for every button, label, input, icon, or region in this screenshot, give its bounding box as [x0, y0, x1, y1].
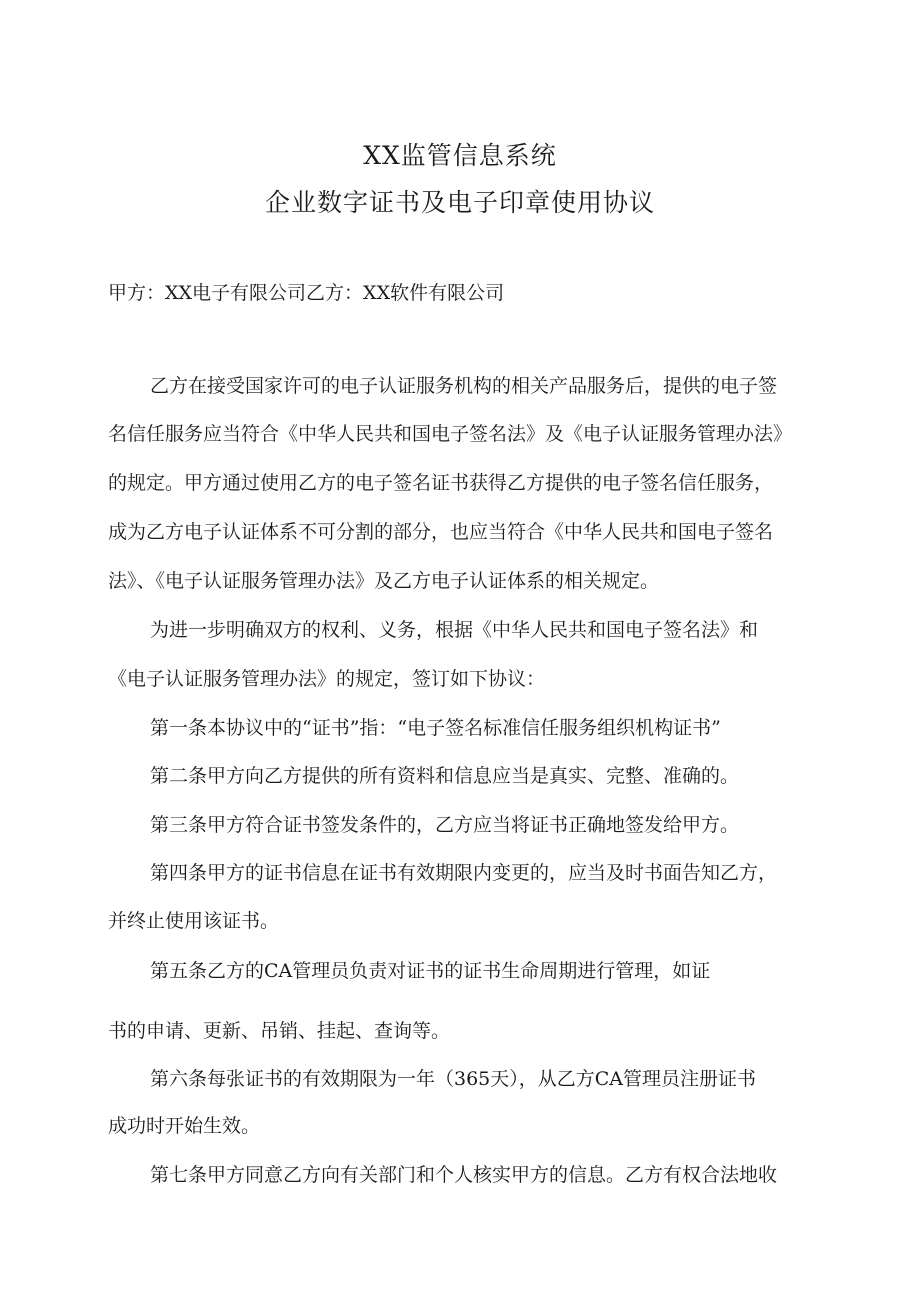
article-line: 第三条甲方符合证书签发条件的，乙方应当将证书正确地签发给甲方。	[150, 814, 740, 836]
body-line: 成为乙方电子认证体系不可分割的部分，也应当符合《中华人民共和国电子签名	[108, 521, 774, 543]
article-line: 书的申请、更新、吊销、挂起、查询等。	[108, 1020, 451, 1042]
body-line: 乙方在接受国家许可的电子认证服务机构的相关产品服务后，提供的电子签	[150, 375, 778, 397]
document-title-system: XX监管信息系统	[363, 141, 557, 170]
article-line: 第五条乙方的CA管理员负责对证书的证书生命周期进行管理，如证	[150, 960, 711, 982]
article-line: 第二条甲方向乙方提供的所有资料和信息应当是真实、完整、准确的。	[150, 765, 740, 787]
body-line: 为进一步明确双方的权利、义务，根据《中华人民共和国电子签名法》和	[150, 619, 759, 641]
parties-line: 甲方：XX电子有限公司乙方：XX软件有限公司	[108, 282, 505, 304]
body-line: 法》、《电子认证服务管理办法》及乙方电子认证体系的相关规定。	[108, 570, 660, 592]
article-line: 成功时开始生效。	[108, 1115, 261, 1137]
article-line: 第七条甲方同意乙方向有关部门和个人核实甲方的信息。乙方有权合法地收	[150, 1164, 778, 1186]
article-line: 并终止使用该证书。	[108, 910, 280, 932]
article-line: 第六条每张证书的有效期限为一年（365天），从乙方CA管理员注册证书	[150, 1068, 757, 1090]
article-line: 第四条甲方的证书信息在证书有效期限内变更的，应当及时书面告知乙方，	[150, 862, 778, 884]
body-line: 名信任服务应当符合《中华人民共和国电子签名法》及《电子认证服务管理办法》	[108, 423, 793, 445]
article-line: 第一条本协议中的“证书”指：“电子签名标准信任服务组织机构证书”	[150, 717, 721, 739]
body-line: 《电子认证服务管理办法》的规定，签订如下协议：	[108, 668, 546, 690]
body-line: 的规定。甲方通过使用乙方的电子签名证书获得乙方提供的电子签名信任服务，	[108, 472, 774, 494]
document-title-agreement: 企业数字证书及电子印章使用协议	[264, 188, 655, 217]
